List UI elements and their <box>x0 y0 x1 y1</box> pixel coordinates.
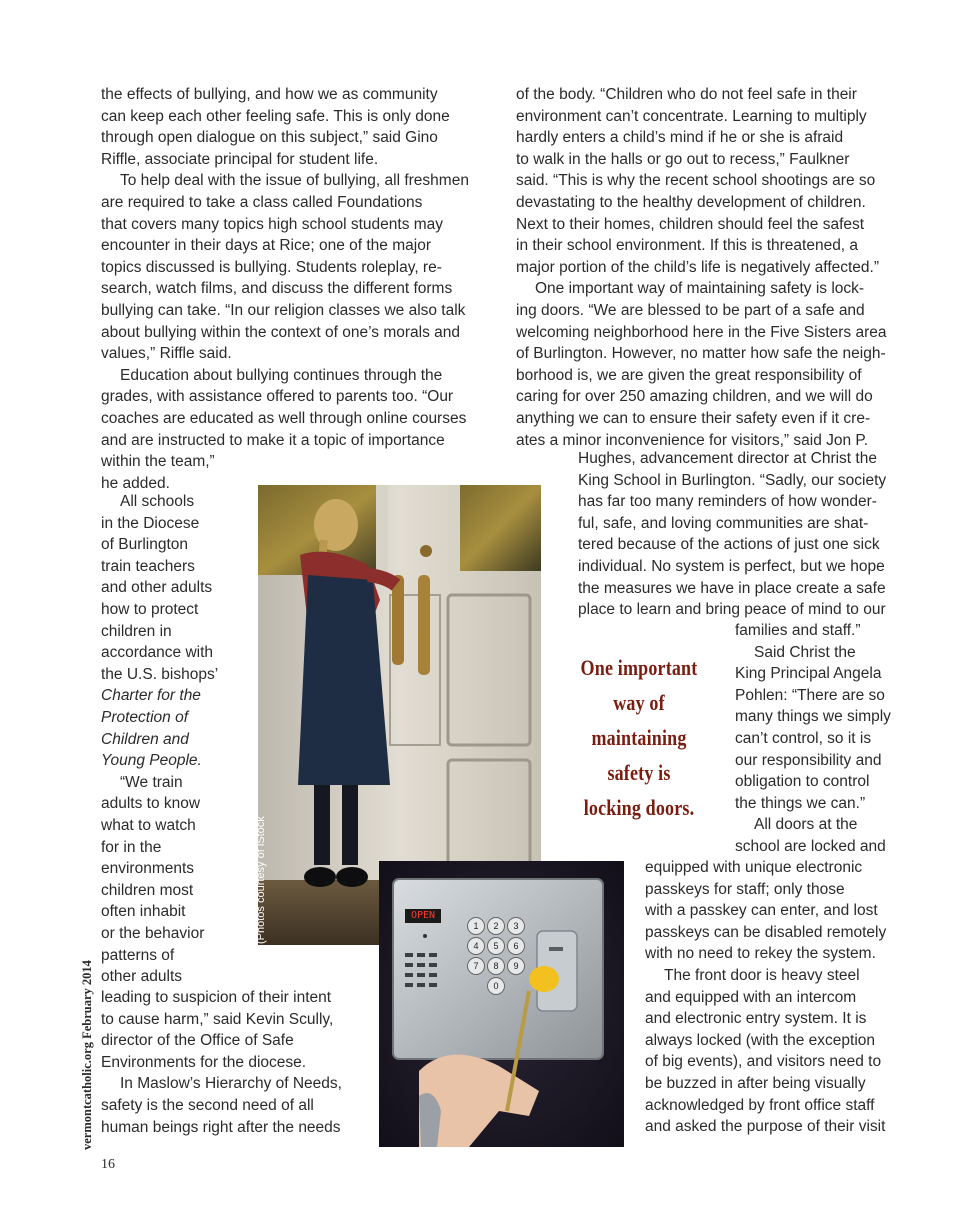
keypad-illustration <box>379 861 624 1147</box>
text-line: borhood is, we are given the great responsibility of <box>516 366 862 384</box>
text-line: All doors at the <box>754 816 858 834</box>
keypad-display: OPEN <box>410 910 436 921</box>
text-line: caring for over 250 amazing children, and we will do <box>516 388 873 406</box>
text-line: the U.S. bishops’ <box>101 665 219 683</box>
text-line: of Burlington <box>101 536 189 554</box>
text-line: said. “This is why the recent school shootings are so <box>516 172 876 190</box>
text-line: has far too many reminders of how wonder- <box>578 493 877 511</box>
text-line: in the Diocese <box>101 514 200 532</box>
text-line: for in the <box>101 838 162 856</box>
right-column-bottom <box>645 857 915 1147</box>
keypad-key[interactable]: 0 <box>487 977 505 995</box>
left-column-top <box>101 84 491 496</box>
text-line: and asked the purpose of their visit <box>645 1118 886 1136</box>
pull-quote-line: locking doors. <box>583 795 695 820</box>
keypad-key[interactable]: 9 <box>507 957 525 975</box>
keypad-key[interactable]: 1 <box>467 917 485 935</box>
text-line: of big events), and visitors need to <box>645 1053 882 1071</box>
text-line: through open dialogue on this subject,” said Gino <box>101 129 438 147</box>
text-line: Next to their homes, children should feel the safest <box>516 215 865 233</box>
text-line: Protection of <box>101 709 189 726</box>
keypad-key[interactable]: 3 <box>507 917 525 935</box>
right-column-top <box>516 84 916 454</box>
text-line: Education about bullying continues through the <box>120 366 443 384</box>
text-line: Hughes, advancement director at Christ the <box>578 450 877 467</box>
text-line: topics discussed is bullying. Students roleplay, re- <box>101 258 442 276</box>
text-line: hardly enters a child’s mind if he or she is afraid <box>516 129 844 147</box>
text-line: what to watch <box>101 817 196 834</box>
text-line: Environments for the diocese. <box>101 1053 307 1071</box>
text-line: To help deal with the issue of bullying, all freshmen <box>120 172 469 190</box>
text-line: individual. No system is perfect, but we hope <box>578 558 885 575</box>
text-line: of Burlington. However, no matter how safe the neigh- <box>516 345 886 363</box>
pull-quote <box>579 650 699 825</box>
text-line: children in <box>101 622 172 640</box>
text-line: leading to suspicion of their intent <box>101 989 332 1006</box>
text-line: passkeys for staff; only those <box>645 880 845 898</box>
text-line: school are locked and <box>735 838 886 855</box>
text-line: ing doors. “We are blessed to be part of a safe and <box>516 302 865 319</box>
text-line: always locked (with the exception <box>645 1031 876 1049</box>
keypad-key[interactable]: 6 <box>507 937 525 955</box>
text-line: equipped with unique electronic <box>645 859 863 876</box>
text-line: often inhabit <box>101 903 186 921</box>
pull-quote-line: One important <box>580 655 698 680</box>
text-line: One important way of maintaining safety is lock- <box>535 280 865 298</box>
text-line: Charter for the <box>101 687 201 705</box>
text-line: tered because of the actions of just one sick <box>578 536 880 554</box>
text-line: encounter in their days at Rice; one of the major <box>101 237 431 255</box>
pull-quote-line: safety is <box>607 760 671 785</box>
text-line: welcoming neighborhood here in the Five Sisters area <box>516 323 887 341</box>
text-line: Children and <box>101 730 189 748</box>
sidebar-publication-info: vermontcatholic.org February 2014 <box>80 960 94 1150</box>
keypad-key[interactable]: 8 <box>487 957 505 975</box>
text-line: King School in Burlington. “Sadly, our society <box>578 471 887 489</box>
text-line: can’t control, so it is <box>735 730 872 747</box>
text-line: and other adults <box>101 579 213 597</box>
text-line: ful, safe, and loving communities are shat- <box>578 514 869 532</box>
text-line: can keep each other feeling safe. This is only done <box>101 107 450 125</box>
pull-quote-line: way of <box>613 690 665 715</box>
text-line: with no need to rekey the system. <box>645 945 876 963</box>
photo-credit: (Photos courtesy of iStock <box>255 816 267 944</box>
text-line: accordance with <box>101 644 214 662</box>
text-line: acknowledged by front office staff <box>645 1096 875 1114</box>
text-line: or the behavior <box>101 925 205 942</box>
text-line: Said Christ the <box>754 643 856 661</box>
keypad-key[interactable]: 5 <box>487 937 505 955</box>
text-line: to walk in the halls or go out to recess,” Faulkner <box>516 150 850 168</box>
text-line: the effects of bullying, and how we as community <box>101 86 438 103</box>
text-line: environments <box>101 860 195 878</box>
text-line: place to learn and bring peace of mind to our <box>578 601 886 619</box>
text-line: environment can’t concentrate. Learning to multiply <box>516 107 867 125</box>
text-line: director of the Office of Safe <box>101 1032 294 1050</box>
text-line: families and staff.” <box>735 622 861 639</box>
text-line: the measures we have in place create a safe <box>578 579 886 597</box>
text-line: in their school environment. If this is threatened, a <box>516 237 859 255</box>
text-line: many things we simply <box>735 708 891 726</box>
text-line: train teachers <box>101 557 195 575</box>
text-line: Pohlen: “There are so <box>735 686 885 704</box>
keypad-key[interactable]: 7 <box>467 957 485 975</box>
text-line: coaches are educated as well through online courses <box>101 410 467 427</box>
text-line: grades, with assistance offered to parents too. “Our <box>101 388 454 406</box>
left-column-narrow <box>101 491 251 991</box>
text-line: with a passkey can enter, and lost <box>645 902 878 920</box>
text-line: our responsibility and <box>735 751 882 769</box>
text-line: ates a minor inconvenience for visitors,” said Jon P. <box>516 431 869 449</box>
text-line: how to protect <box>101 601 199 618</box>
text-line: the things we can.” <box>735 794 866 812</box>
text-line: The front door is heavy steel <box>664 967 860 984</box>
text-line: other adults <box>101 968 182 986</box>
text-line: major portion of the child’s life is negatively affected.” <box>516 258 880 276</box>
text-line: “We train <box>120 773 183 791</box>
text-line: are required to take a class called Foundations <box>101 194 423 211</box>
text-line: Young People. <box>101 752 202 770</box>
text-line: anything we can to ensure their safety even if it cre- <box>516 410 871 427</box>
text-line: King Principal Angela <box>735 665 882 683</box>
text-line: be buzzed in after being visually <box>645 1075 866 1092</box>
text-line: human beings right after the needs <box>101 1118 341 1136</box>
right-column-narrow <box>735 620 910 860</box>
text-line: to cause harm,” said Kevin Scully, <box>101 1010 334 1028</box>
text-line: Riffle, associate principal for student life. <box>101 150 379 168</box>
text-line: and electronic entry system. It is <box>645 1010 867 1028</box>
text-line: and equipped with an intercom <box>645 988 857 1006</box>
right-column-indent <box>578 448 908 623</box>
text-line: values,” Riffle said. <box>101 345 232 363</box>
keypad-key[interactable]: 4 <box>467 937 485 955</box>
text-line: patterns of <box>101 946 175 964</box>
keypad-photo <box>379 861 624 1147</box>
text-line: obligation to control <box>735 773 870 791</box>
text-line: that covers many topics high school students may <box>101 215 444 233</box>
text-line: devastating to the healthy development of children. <box>516 194 866 211</box>
text-line: All schools <box>120 493 195 510</box>
text-line: about bullying within the context of one’s morals and <box>101 323 461 341</box>
text-line: adults to know <box>101 795 201 813</box>
left-column-bottom <box>101 987 371 1139</box>
text-line: he added. <box>101 474 170 492</box>
text-line: children most <box>101 881 194 899</box>
text-line: of the body. “Children who do not feel safe in their <box>516 86 857 103</box>
text-line: bullying can take. “In our religion classes we also talk <box>101 302 466 319</box>
text-line: and are instructed to make it a topic of importance <box>101 431 445 449</box>
page-number: 16 <box>101 1157 115 1172</box>
text-line: In Maslow’s Hierarchy of Needs, <box>120 1075 342 1093</box>
keypad-key[interactable]: 2 <box>487 917 505 935</box>
text-line: passkeys can be disabled remotely <box>645 923 887 941</box>
text-line: safety is the second need of all <box>101 1097 314 1114</box>
text-line: search, watch films, and discuss the different forms <box>101 280 453 298</box>
text-line: within the team,” <box>101 453 215 471</box>
pull-quote-line: maintaining <box>591 725 687 750</box>
